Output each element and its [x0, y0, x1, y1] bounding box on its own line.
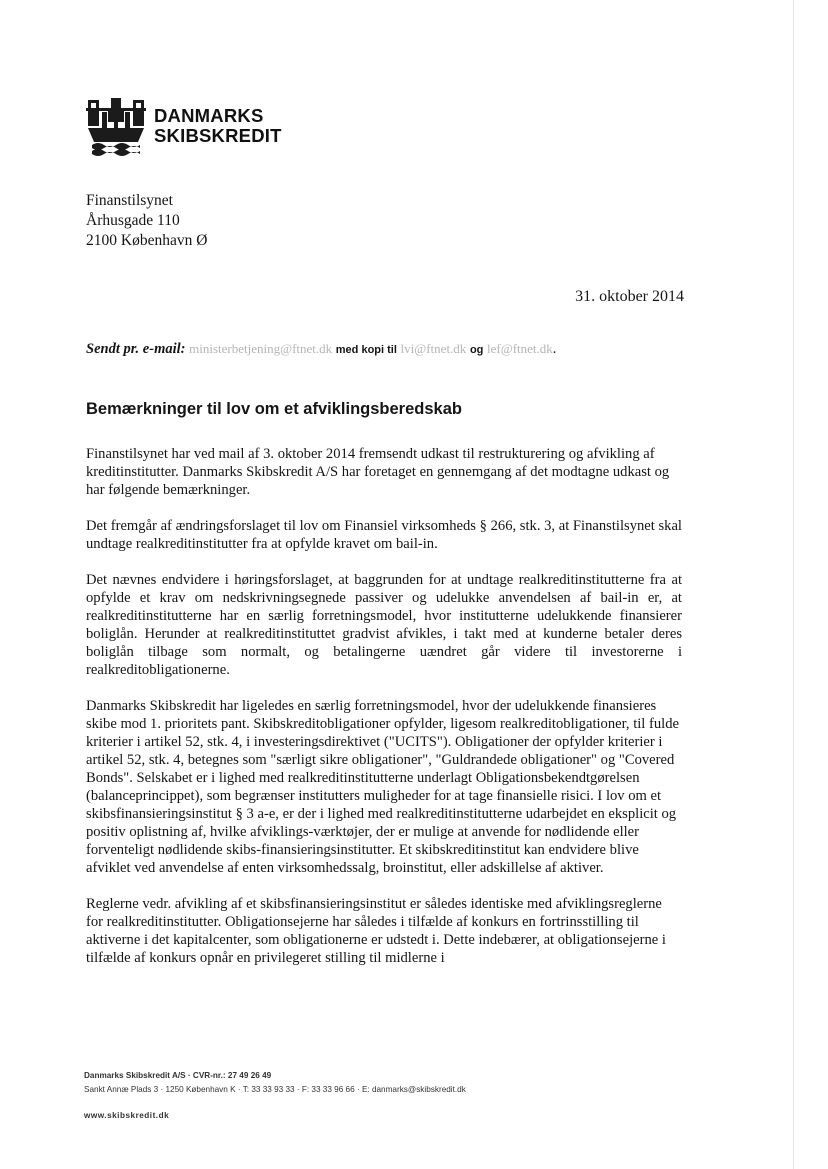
paragraph-1: Finanstilsynet har ved mail af 3. oktober 2014 fremsendt udkast til restrukturering og afvikling af kreditinstitutter. Danmarks Skibskredit A/S har foretaget en gennemgang af det modtagne udkast og har følgende bemærkninger.	[86, 446, 670, 498]
letter-date: 31. oktober 2014	[575, 288, 684, 305]
logo-line-2: SKIBSKREDIT	[154, 125, 282, 146]
paragraph-3: Det nævnes endvidere i høringsforslaget, at baggrunden for at undtage realkreditinstitutterne fra at opfylde et krav om nedskrivningsegnede passiver og udelukke anvendelsen af bail-in er, at realkreditinstitutterne har en særlig forretningsmodel, hvor institutterne udelukkende finansierer boliglån. Herunder at realkreditinstituttet gradvist afvikles, i takt med at kunderne betaler deres boliglån tilbage som normalt, og betalingerne uændret går videre til investorerne i realkreditobligationerne.	[86, 572, 682, 678]
recipient-name: Finanstilsynet	[86, 192, 173, 209]
recipient-address	[86, 191, 207, 251]
footer-website[interactable]: www.skibskredit.dk	[84, 1111, 170, 1120]
copy-label: med kopi til	[335, 344, 397, 356]
paragraph-4: Danmarks Skibskredit har ligeledes en særlig forretningsmodel, hvor der udelukkende finansieres skibe mod 1. prioritets pant. Skibskreditobligationer opfylder, ligesom realkreditobligationer, til fulde kriterier i artikel 52, stk. 4, i investeringsdirektivet ("UCITS"). Obligationer der opfylder kriterier i artikel 52, stk. 4, betegnes som "særligt sikre obligationer", "Guldrandede obligationer" og "Covered Bonds". Selskabet er i lighed med realkreditinstitutterne underlagt Obligationsbekendtgørelsen (balanceprincippet), som begrænser institutters muligheder for at tage finansielle risici. I lov om et skibsfinansieringsinstitut § 3 a-e, er der i lighed med realkreditinstitutterne udarbejdet en eksplicit og positiv oplistning af, hvilke afviklings-værktøjer, der er mulige at anvende for nødlidende eller forventeligt nødlidende skibs-finansieringsinstitutter. Et skibskreditinstitut kan endvidere blive afviklet ved anvendelse af enten virksomhedssalg, broinstitut, eller adskillelse af aktiver.	[86, 698, 679, 876]
recipient-city: 2100 København Ø	[86, 232, 208, 249]
page-edge-line	[793, 0, 794, 1169]
and-label: og	[469, 344, 484, 356]
company-logo	[84, 96, 282, 156]
letter-body	[86, 445, 682, 967]
paragraph-2: Det fremgår af ændringsforslaget til lov om Finansiel virksomheds § 266, stk. 3, at Finanstilsynet skal undtage realkreditinstitutter fra at opfylde kravet om bail-in.	[86, 518, 682, 552]
sent-label: Sendt pr. e-mail:	[86, 341, 186, 357]
paragraph-5: Reglerne vedr. afvikling af et skibsfinansieringsinstitut er således identiske med afviklingsreglerne for realkreditinstitutter. Obligationsejerne har således i tilfælde af konkurs en fortrinsstilling til aktiverne i det kapitalcenter, som obligationerne er udstedt i. Dette indebærer, at obligationsejerne i tilfælde af konkurs opnår en privilegeret stilling til midlerne i	[86, 896, 666, 966]
copy-email-link-2[interactable]: lef@ftnet.dk	[487, 341, 553, 356]
recipient-street: Århusgade 110	[86, 212, 180, 229]
footer-address: Sankt Annæ Plads 3 · 1250 København K · T: 33 33 93 33 · F: 33 33 96 66 · E: danmarks@skibskredit.dk	[84, 1085, 466, 1094]
letter-footer	[84, 1069, 466, 1123]
copy-email-link-1[interactable]: lvi@ftnet.dk	[400, 341, 467, 356]
logo-line-1: DANMARKS	[154, 105, 264, 126]
footer-company: Danmarks Skibskredit A/S · CVR-nr.: 27 49 26 49	[84, 1071, 272, 1080]
sent-end: .	[552, 341, 557, 357]
primary-email-link[interactable]: ministerbetjening@ftnet.dk	[189, 341, 333, 356]
letter-subject: Bemærkninger til lov om et afviklingsberedskab	[86, 400, 462, 418]
sent-by-email-line	[86, 341, 556, 358]
ship-logo-icon	[84, 96, 148, 156]
